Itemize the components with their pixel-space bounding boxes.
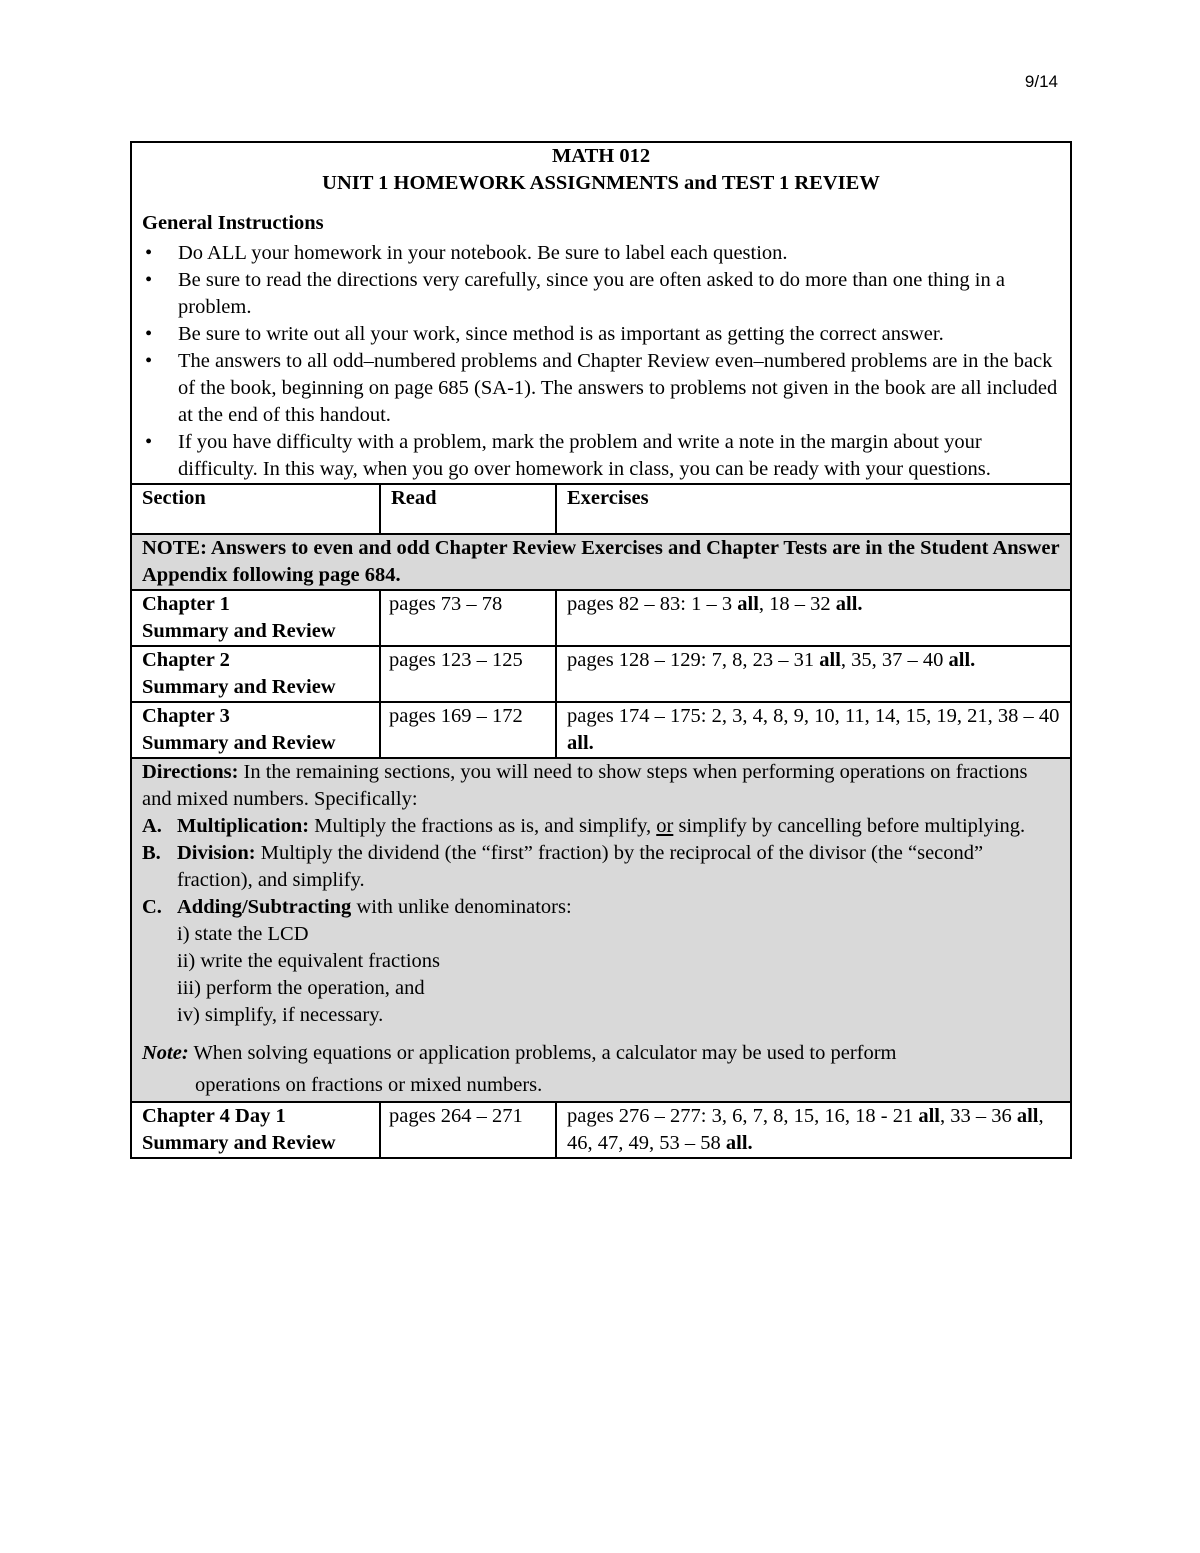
directions-intro: Directions: In the remaining sections, you will need to show steps when performing operations on fractions and mixed numbers. Specifically: bbox=[142, 761, 1028, 810]
bullet-icon: • bbox=[145, 323, 153, 345]
title-row bbox=[131, 142, 1071, 484]
section-cell bbox=[131, 702, 380, 758]
section-subtitle: Summary and Review bbox=[142, 676, 336, 698]
list-item bbox=[142, 429, 1060, 483]
direction-c: C. Adding/Subtracting with unlike denominators: bbox=[142, 896, 572, 918]
directions-row bbox=[131, 758, 1071, 1102]
read-cell: pages 169 – 172 bbox=[380, 702, 556, 758]
direction-a: A. Multiplication: Multiply the fractions as is, and simplify, or simplify by cancelling before multiplying. bbox=[142, 815, 1026, 837]
read-cell: pages 264 – 271 bbox=[380, 1102, 556, 1158]
exercises-cell: pages 276 – 277: 3, 6, 7, 8, 15, 16, 18 - 21 all, 33 – 36 all, 46, 47, 49, 53 – 58 all. bbox=[556, 1102, 1071, 1158]
section-cell bbox=[131, 1102, 380, 1158]
directions-label: Directions: bbox=[142, 761, 239, 783]
section-subtitle: Summary and Review bbox=[142, 1132, 336, 1154]
table-row bbox=[131, 1102, 1071, 1158]
directions-cell bbox=[131, 758, 1071, 1102]
homework-table bbox=[130, 141, 1072, 1159]
course-title: MATH 012 bbox=[551, 145, 651, 167]
list-item: i) state the LCD bbox=[177, 923, 309, 945]
bullet-icon: • bbox=[145, 269, 153, 291]
table-row bbox=[131, 590, 1071, 646]
note-row bbox=[131, 534, 1071, 590]
general-instructions-heading: General Instructions bbox=[142, 212, 324, 234]
list-item: iv) simplify, if necessary. bbox=[177, 1004, 384, 1026]
instructions-cell bbox=[131, 142, 1071, 484]
list-item: ii) write the equivalent fractions bbox=[177, 950, 440, 972]
table-header-row bbox=[131, 484, 1071, 534]
bullet-icon: • bbox=[145, 242, 153, 264]
section-name: Chapter 3 bbox=[142, 705, 230, 727]
section-name: Chapter 2 bbox=[142, 649, 230, 671]
header-read: Read bbox=[380, 484, 556, 534]
header-section: Section bbox=[131, 484, 380, 534]
bullet-icon: • bbox=[145, 431, 153, 453]
list-item bbox=[142, 240, 1060, 267]
list-item-text: If you have difficulty with a problem, mark the problem and write a note in the margin about your difficulty. In this way, when you go over homework in class, you can be ready with your questions. bbox=[178, 431, 991, 480]
section-name: Chapter 4 Day 1 bbox=[142, 1105, 286, 1127]
list-item-text: Be sure to write out all your work, since method is as important as getting the correct answer. bbox=[178, 323, 944, 345]
list-item bbox=[142, 321, 1060, 348]
list-item bbox=[142, 348, 1060, 429]
exercises-cell: pages 128 – 129: 7, 8, 23 – 31 all, 35, 37 – 40 all. bbox=[556, 646, 1071, 702]
section-cell bbox=[131, 590, 380, 646]
section-cell bbox=[131, 646, 380, 702]
header-exercises: Exercises bbox=[556, 484, 1071, 534]
section-subtitle: Summary and Review bbox=[142, 732, 336, 754]
exercises-cell: pages 174 – 175: 2, 3, 4, 8, 9, 10, 11, 14, 15, 19, 21, 38 – 40 all. bbox=[556, 702, 1071, 758]
list-item bbox=[142, 267, 1060, 321]
calculator-note: Note: When solving equations or application problems, a calculator may be used to perform operations on fractions or mixed numbers. bbox=[142, 1042, 897, 1096]
section-name: Chapter 1 bbox=[142, 593, 230, 615]
table-row bbox=[131, 646, 1071, 702]
list-item: iii) perform the operation, and bbox=[177, 977, 425, 999]
section-subtitle: Summary and Review bbox=[142, 620, 336, 642]
note-label: Note: bbox=[142, 1042, 189, 1064]
read-cell: pages 123 – 125 bbox=[380, 646, 556, 702]
document-title: UNIT 1 HOMEWORK ASSIGNMENTS and TEST 1 REVIEW bbox=[322, 172, 880, 194]
list-item-text: The answers to all odd–numbered problems and Chapter Review even–numbered problems are in the back of the book, beginning on page 685 (SA-1). The answers to problems not given in the book are all included at the end of this handout. bbox=[178, 350, 1058, 426]
exercises-cell: pages 82 – 83: 1 – 3 all, 18 – 32 all. bbox=[556, 590, 1071, 646]
list-item-text: Do ALL your homework in your notebook. Be sure to label each question. bbox=[178, 242, 788, 264]
list-item-text: Be sure to read the directions very carefully, since you are often asked to do more than one thing in a problem. bbox=[178, 269, 1005, 318]
instructions-list bbox=[142, 240, 1060, 483]
read-cell: pages 73 – 78 bbox=[380, 590, 556, 646]
answers-note: NOTE: Answers to even and odd Chapter Review Exercises and Chapter Tests are in the Student Answer Appendix following page 684. bbox=[131, 534, 1071, 590]
bullet-icon: • bbox=[145, 350, 153, 372]
direction-b: B. Division: Multiply the dividend (the “first” fraction) by the reciprocal of the divisor (the “second” fraction), and simplify. bbox=[142, 842, 984, 891]
page-number: 9/14 bbox=[1024, 72, 1058, 91]
table-row bbox=[131, 702, 1071, 758]
